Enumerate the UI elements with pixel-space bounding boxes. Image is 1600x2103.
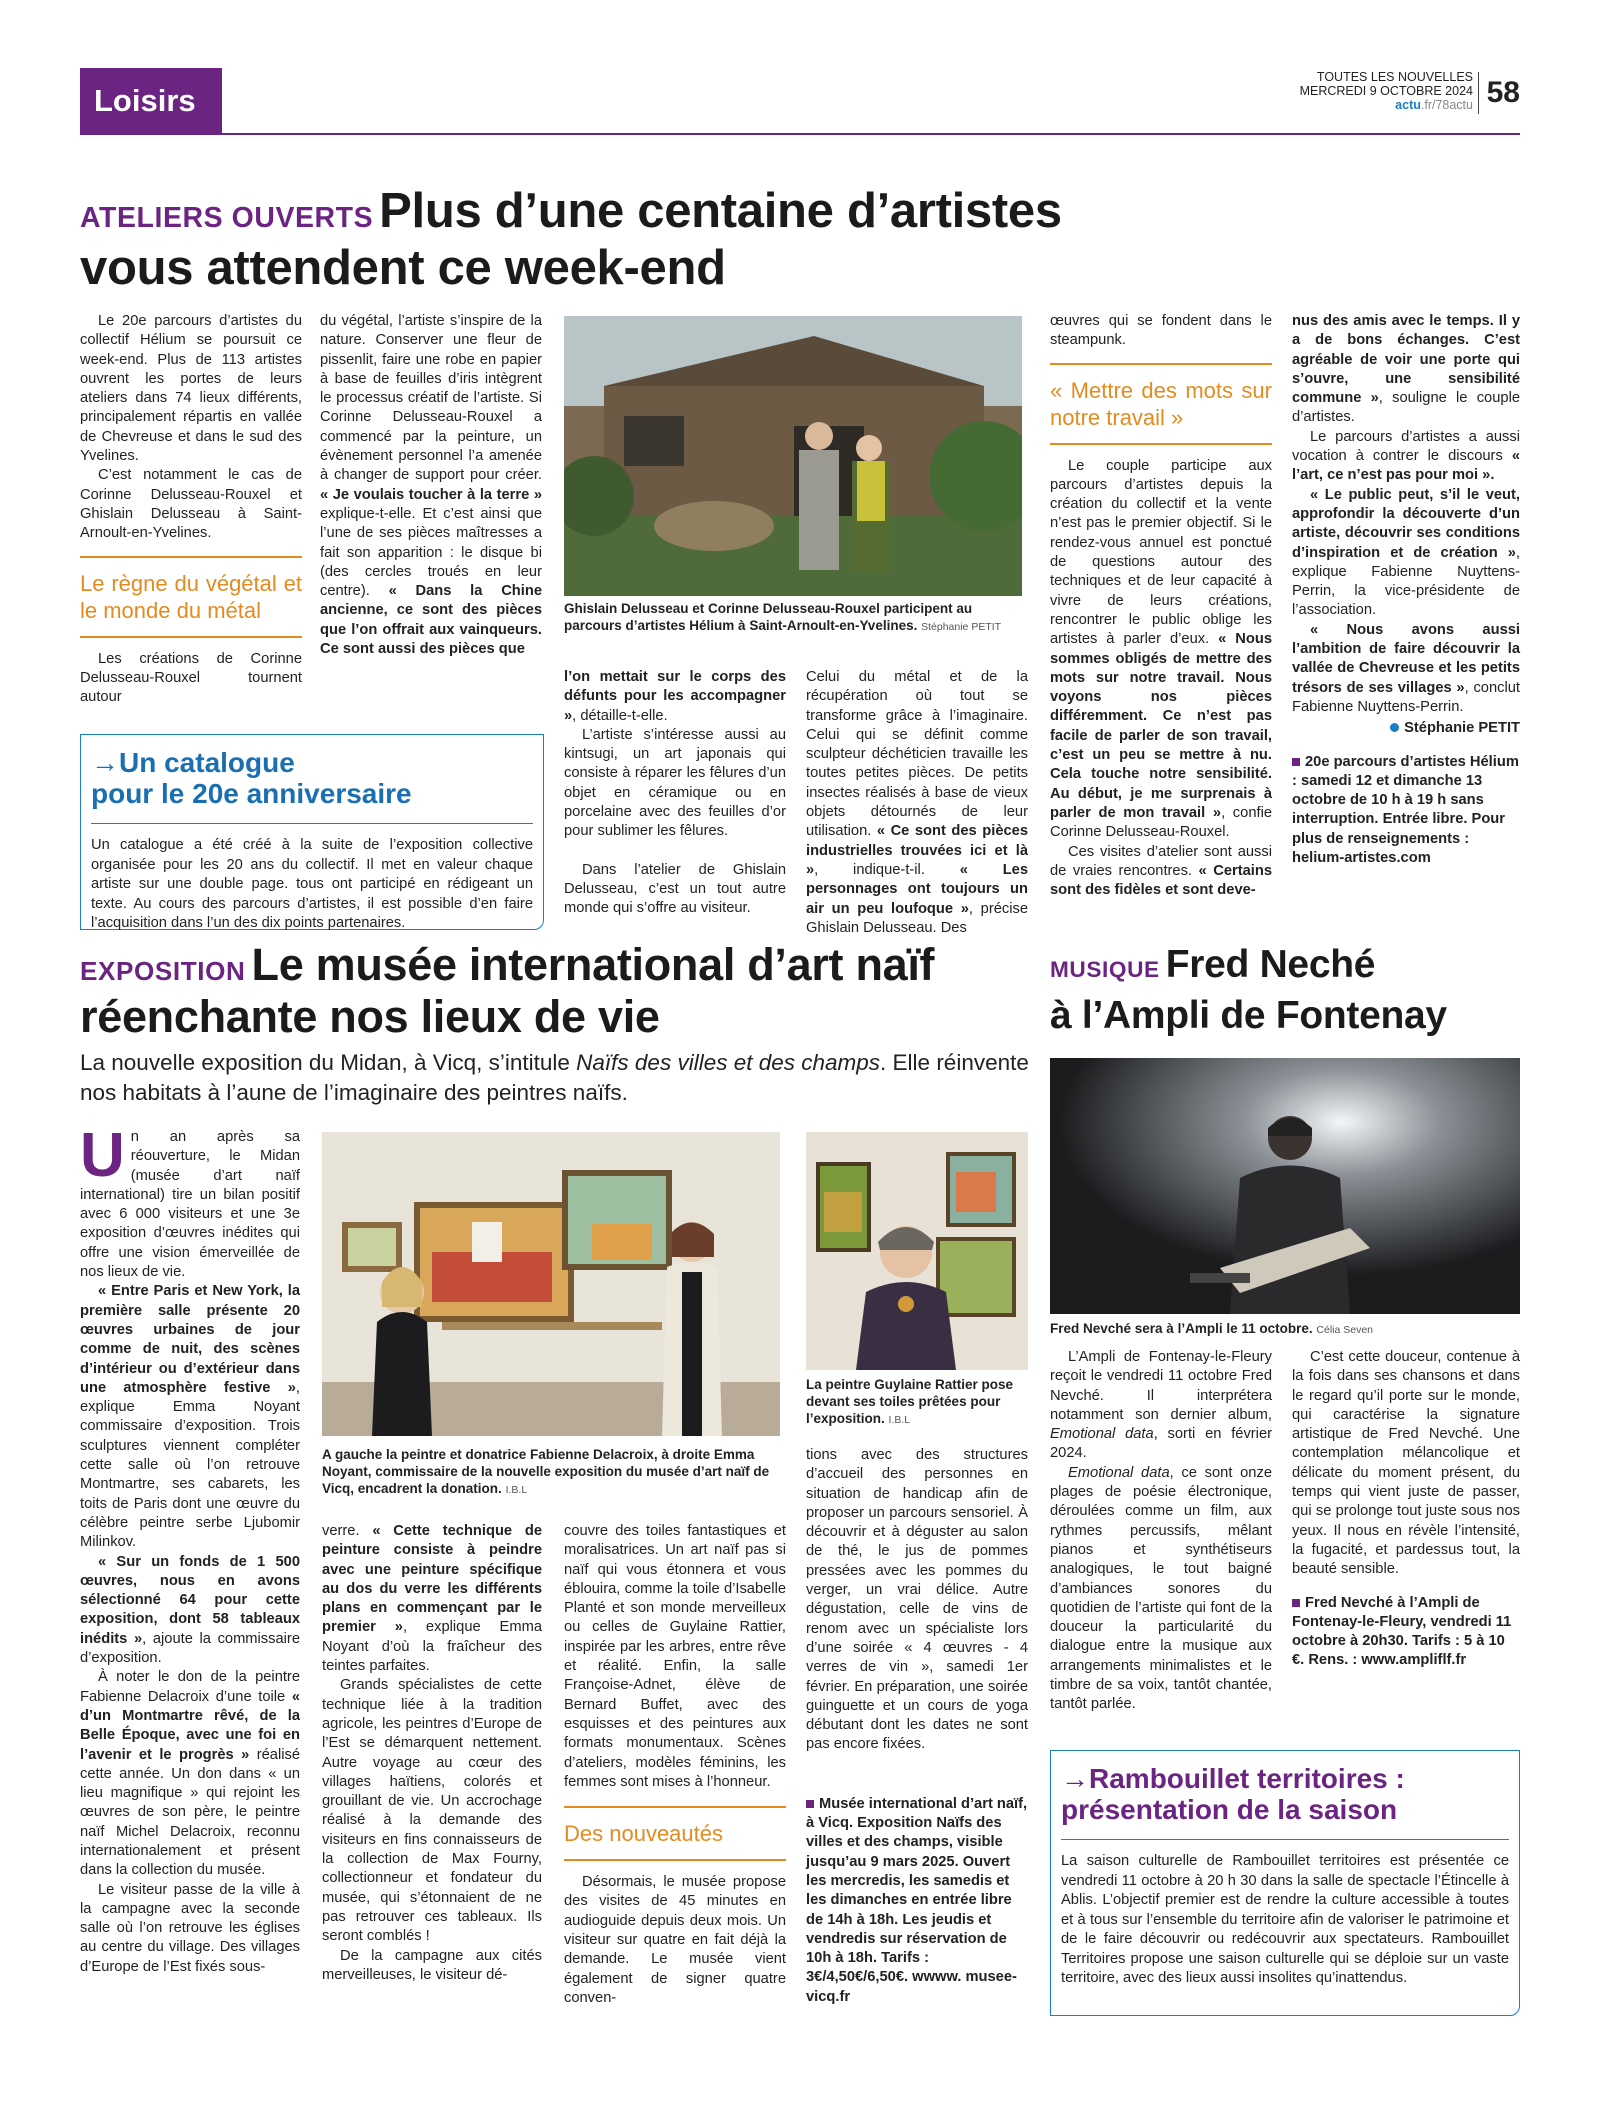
standfirst-text: . Elle réinvente nos habitats à l’aune de l’imaginaire des peintres naïfs. — [80, 1050, 1029, 1105]
quote: « l’art, ce n’est pas pour moi ». — [1292, 448, 1520, 484]
text: , ajoute la commissaire d’exposition. — [80, 1630, 300, 1667]
quote: « Nous sommes obligés de mettre des mots sur notre travail. Nous voyons nos pièces différemment. Ce n’est pas facile de parler de son travail, c’est un peu se mettre à nu. Cela touche notre sensibilité. Au début, je me surprenais à parler de mon travail » — [1050, 631, 1272, 821]
paragraph: C’est notamment le cas de Corinne Delusseau-Rouxel et Ghislain Delusseau à Saint-Arnoult-en-Yvelines. — [80, 467, 302, 542]
caption-text: Ghislain Delusseau et Corinne Delusseau-Rouxel participent au parcours d’artistes Hélium à Saint-Arnoult-en-Yvelines. — [564, 601, 973, 633]
masthead — [1300, 70, 1473, 112]
caption-text: Fred Nevché sera à l’Ampli le 11 octobre. — [1050, 1321, 1313, 1336]
photo-credit: I.B.L — [505, 1484, 528, 1496]
paragraph: Le visiteur passe de la ville à la campagne avec la seconde salle où l’on retrouve les églises au centre du village. Des villages d’Europe de l’Est fixés sous- — [80, 1881, 300, 1975]
arrow-icon: → — [91, 747, 119, 778]
section-tab-loisirs: Loisirs — [80, 68, 222, 134]
album-title: Emotional data — [1050, 1426, 1154, 1443]
text: n an après sa réouverture, le Midan (musée d’art naïf international) tire un bilan positif avec 6 000 visiteurs et une 3e exposition d’œuvres inédites qui offre une vision émerveillée de nos lieux de vie. — [80, 1129, 300, 1281]
photo-guylaine-rattier — [806, 1132, 1028, 1370]
text: , explique Emma Noyant d’où la fraîcheur des teintes parfaites. — [322, 1619, 542, 1675]
article2-column-2 — [322, 1522, 542, 1985]
quote: l’on mettait sur le corps des défunts pour les accompagner » — [564, 669, 786, 724]
paragraph: L’artiste s’intéresse aussi au kintsugi, un art japonais qui consiste à réparer les fêlures d’un objet en céramique ou en porcelaine avec des feuilles d’or pour sublimer les fêlures. — [564, 726, 786, 840]
text: , sorti en février 2024. — [1050, 1426, 1272, 1462]
box-text: La saison culturelle de Rambouillet territoires est présentée ce vendredi 11 octobre à 20 h 30 dans la salle de spectacle l’Étincelle à Ablis. L’objectif premier est de rendre la culture accessible à toutes et à tous sur l’ensemble du territoire afin de valoriser le patrimoine et de le faire découvrir ou redécouvrir aux spectateurs. Rambouillet Territoires propose une saison culturelle qui se déploie sur un vaste territoire, avec des lieux aussi insolites qu’inattendus. — [1061, 1853, 1509, 1986]
article2-title-line2: réenchante nos lieux de vie — [80, 991, 660, 1042]
article2-column-3 — [564, 1522, 786, 2008]
article1-title-line1: Plus d’une centaine d’artistes — [379, 184, 1062, 238]
photo-caption — [806, 1376, 1028, 1429]
text: , indique-t-il. — [814, 861, 925, 878]
article3-kicker: MUSIQUE — [1050, 957, 1160, 982]
photo-credit: I.B.L — [888, 1414, 911, 1426]
text: Le couple participe aux parcours d’artistes depuis la création du collectif et la vente n’est pas le premier objectif. Si le rendez-vous annuel est ponctué de questions autour des techniques et de leur capacité à vivre de leurs créations, rencontrer le public oblige les artistes à parler d’eux. — [1050, 457, 1272, 648]
text: explique-t-elle. Et c’est ainsi que l’une de ses pièces maîtresses a fait son apparition : le disque bi (des cercles troués en leur centre). — [320, 505, 542, 600]
photo-painter-and-curator — [322, 1132, 780, 1436]
quote: « Dans la Chine ancienne, ce sont des pièces que l’on offrait aux vainqueurs. Ce sont aussi des pièces que — [320, 583, 542, 658]
photo-caption — [1050, 1320, 1520, 1339]
author-byline — [1292, 719, 1520, 738]
practical-info — [806, 1795, 1028, 2007]
paragraph: Les créations de Corinne Delusseau-Rouxel tournent autour — [80, 650, 302, 706]
quote: « d’un Montmartre rêvé, de la Belle Époque, avec une foi en l’avenir et le progrès » — [80, 1688, 300, 1763]
article2-column-4 — [806, 1446, 1028, 2007]
bullet-icon — [1390, 723, 1399, 732]
article1-column-1 — [80, 312, 302, 707]
paragraph: De la campagne aux cités merveilleuses, le visiteur dé- — [322, 1947, 542, 1983]
practical-info — [1292, 1594, 1520, 1671]
paragraph: Le 20e parcours d’artistes du collectif Hélium se poursuit ce week-end. Plus de 113 artistes ouvrent les portes de leurs ateliers dans 74 lieux différents, principalement répartis en vallée de Chevreuse et dans le sud des Yvelines. — [80, 313, 302, 465]
photo-credit: Stéphanie PETIT — [921, 621, 1002, 633]
article1-column-2 — [320, 312, 542, 712]
photo-caption — [564, 600, 1022, 636]
article3-column-2 — [1292, 1348, 1520, 1671]
article2-standfirst — [80, 1048, 1040, 1108]
quote: « Nous avons aussi l’ambition de faire découvrir la vallée de Chevreuse et les petits trésors de ses villages » — [1292, 621, 1520, 696]
caption-text: A gauche la peintre et donatrice Fabienne Delacroix, à droite Emma Noyant, commissaire de la nouvelle exposition du musée d’art naïf de Vicq, encadrent la donation. — [322, 1447, 770, 1496]
quote: « Le public peut, s’il le veut, approfondir la découverte d’un artiste, découvrir ses conditions d’inspiration et de création » — [1292, 486, 1520, 561]
box-title-line2: pour le 20e anniversaire — [91, 778, 412, 809]
quote: « Cette technique de peinture consiste à peindre avec une peinture spécifique au dos du verre les différents plans en commençant par le premier » — [322, 1523, 542, 1636]
photo-fred-nevche — [1050, 1058, 1520, 1314]
article2-column-1 — [80, 1121, 300, 1977]
page-number: 58 — [1478, 72, 1520, 114]
quote: « Je voulais toucher à la terre » — [320, 486, 542, 503]
text: , explique Fabienne Nuyttens-Perrin, la vice-présidente de l’association. — [1292, 544, 1520, 619]
article1-title-line2: vous attendent ce week-end — [80, 241, 726, 295]
article2-headline — [80, 939, 1040, 1042]
paragraph: Grands spécialistes de cette technique liée à la tradition agricole, les peintres d’Europe de l’Est se démarquent nettement. Autre voyage au cœur des villages haïtiens, colorés et grouillant de vie. Un accrochage réalisé à la demande des visiteurs en fins connaisseurs de la collection de Max Fourny, collectionneur et fondateur du musée, qui s’étonnaient de ne pas retrouver ces tableaux. Ils seront comblés ! — [322, 1677, 542, 1945]
square-bullet-icon — [1292, 1599, 1300, 1607]
box-catalogue — [80, 734, 544, 930]
square-bullet-icon — [806, 1800, 814, 1808]
publication-name: TOUTES LES NOUVELLES — [1316, 70, 1473, 84]
box-title-line2: présentation de la saison — [1061, 1794, 1398, 1825]
quote: « Ce sont des pièces industrielles trouvées ici et là » — [806, 823, 1028, 878]
photo-caption — [322, 1446, 780, 1499]
text: verre. — [322, 1523, 360, 1539]
text: , ce sont onze plages de poésie électronique, déroulées comme un film, aux rythmes percussifs, mêlant pianos et synthétiseurs analogiques, le tout baigné d’ambiances sonores du quotidien de l’artiste qui font de la douceur la particularité du dialogue entre la musique aux arrangements minimalistes et le timbre de sa voix, tantôt chantée, tantôt parlée. — [1050, 1464, 1272, 1713]
text: Le parcours d’artistes a aussi vocation à contrer le discours — [1292, 428, 1520, 465]
text: , confie Corinne Delusseau-Rouxel. — [1050, 804, 1272, 841]
info-text: Musée international d’art naïf, à Vicq. Exposition Naïfs des villes et des champs, visible jusqu’au 9 mars 2025. Ouvert les mercredis, les samedis et les dimanches en entrée libre de 14h à 18h. Les jeudis et vendredis sur réservation de 10h à 18h. Tarifs : 3€/4,50€/6,50€. wwww. musee-vicq.fr — [806, 1795, 1028, 2005]
article1-column-6 — [1292, 312, 1520, 868]
article2-title-line1: Le musée international d’art naïf — [251, 939, 935, 990]
intertitle: « Mettre des mots sur notre travail » — [1050, 363, 1272, 445]
site-main: actu — [1395, 98, 1421, 112]
text: du végétal, l’artiste s’inspire de la nature. Conserver une fleur de pissenlit, faire une robe en papier à base de feuilles d’iris intègrent le processus créatif de l’artiste. Si Corinne Delusseau-Rouxel a commencé par la peinture, un évènement personnel l’a amenée à changer de support pour créer. — [320, 313, 542, 484]
intertitle: Le règne du végétal et le monde du métal — [80, 556, 302, 638]
box-title — [1061, 1763, 1509, 1840]
quote: « Sur un fonds de 1 500 œuvres, nous en avons sélectionné 64 pour cette exposition, dont 58 tableaux inédits » — [80, 1553, 300, 1647]
article3-title-line1: Fred Neché — [1165, 943, 1376, 986]
paragraph: tions avec des structures d’accueil des personnes en situation de handicap afin de proposer un parcours sensoriel. À découvrir et à déguster au salon de thé, le jus de pommes pressées avec les pommes du verger, un vrai délice. Autre dégustation, celle de vins de renom avec un spécialiste lors d’une soirée « 4 œuvres - 4 verres de vin », samedi 1er février. En préparation, une soirée guinguette et un cours de yoga débutant dont les dates ne sont pas encore fixées. — [806, 1447, 1028, 1753]
photo-credit: Célia Seven — [1316, 1324, 1374, 1336]
drop-cap: U — [80, 1121, 125, 1190]
article1-column-5 — [1050, 312, 1272, 900]
header-rule — [80, 133, 1520, 135]
text: réalisé cette année. Un don dans « un lieu magnifique » qui rejoint les œuvres de son père, le peintre naïf Michel Delacroix, reconnu internationalement et présent dans la collection du musée. — [80, 1746, 300, 1879]
text: , détaille-t-elle. — [572, 707, 668, 724]
caption-text: La peintre Guylaine Rattier pose devant ses toiles prêtées pour l’exposition. — [806, 1377, 1014, 1426]
paragraph: Désormais, le musée propose des visites de 45 minutes en audioguide depuis deux mois. Un visiteur sur quatre en fait déjà la demande. Le musée vient également de signer quatre conven- — [564, 1874, 786, 2006]
site-sub: .fr/78actu — [1420, 98, 1473, 112]
exhibition-title: Naïfs des villes et des champs — [576, 1050, 881, 1075]
photo-artists-couple — [564, 316, 1022, 596]
article1-column-3 — [564, 668, 786, 919]
practical-info — [1292, 753, 1520, 869]
info-text: Fred Nevché à l’Ampli de Fontenay-le-Fleury, vendredi 11 octobre à 20h30. Tarifs : 5 à 10 €. Rens. : www.ampliflf.fr — [1292, 1594, 1512, 1669]
text: L’Ampli de Fontenay-le-Fleury reçoit le vendredi 11 octobre Fred Nevché. Il interprétera notamment son dernier album, — [1050, 1349, 1272, 1423]
paragraph: couvre des toiles fantastiques et moralisatrices. Un art naïf pas si naïf qui vous étonnera et vous éblouira, comme la toile d’Isabelle Planté et son monde merveilleux ou celles de Guylaine Rattier, inspirée par les arbres, entre rêve et réalité. Enfin, la salle Françoise-Adnet, élève de Bernard Buffet, avec des esquisses et des peintures aux formats monumentaux. Scènes d’ateliers, modèles féminins, les femmes sont mises à l’honneur. — [564, 1523, 786, 1790]
article3-column-1 — [1050, 1348, 1272, 1715]
square-bullet-icon — [1292, 758, 1300, 766]
box-title — [91, 747, 533, 824]
album-title: Emotional data — [1068, 1464, 1170, 1481]
paragraph: C’est cette douceur, contenue à la fois dans ses chansons et dans le regard qu’il porte sur le monde, qui caractérise la signature artistique de Fred Nevché. Une contemplation mélancolique et délicate du moment présent, du temps qui vient juste de passer, qui se prolonge tout juste sous nos yeux. Il nous en révèle l’intensité, la fugacité, et pardessus tout, la beauté sensible. — [1292, 1349, 1520, 1578]
quote: « Entre Paris et New York, la première salle présente 20 œuvres urbaines de jour comme de nuit, des scènes d’intérieur ou d’extérieur dans une atmosphère festive » — [80, 1283, 300, 1396]
quote: « Les personnages ont toujours un air un peu loufoque » — [806, 861, 1029, 917]
text: Ces visites d’atelier sont aussi de vraies rencontres. — [1050, 843, 1272, 879]
standfirst-text: La nouvelle exposition du Midan, à Vicq, s’intitule — [80, 1050, 577, 1075]
text: , précise Ghislain Delusseau. Des — [806, 900, 1028, 936]
text: À noter le don de la peintre Fabienne Delacroix d’une toile — [80, 1669, 300, 1705]
article1-headline — [80, 186, 1180, 293]
info-text: 20e parcours d’artistes Hélium : samedi 12 et dimanche 13 octobre de 10 h à 19 h sans interruption. Entrée libre. Pour plus de renseignements : helium-artistes.com — [1292, 753, 1519, 867]
text: Celui du métal et de la récupération où tout se transforme grâce à l’imaginaire. Celui qui se définit comme sculpteur déchéticien travaille les toutes petites pièces. De petits insectes réalisés à base de vieux objets détournés de leur utilisation. — [806, 669, 1028, 840]
website-link[interactable] — [1300, 98, 1473, 112]
author-name: Stéphanie PETIT — [1404, 720, 1520, 737]
box-text: Un catalogue a été créé à la suite de l’exposition collective organisée pour les 20 ans du collectif. Il met en valeur chaque artiste sur une double page. tous ont participé en rédigeant un texte. Au cours des parcours d’artistes, il est possible d’en faire l’acquisition dans l’un des dix points partenaires. — [91, 837, 533, 931]
text: , souligne le couple d’artistes. — [1292, 390, 1520, 426]
article3-title-line2: à l’Ampli de Fontenay — [1050, 994, 1447, 1037]
text: , explique Emma Noyant commissaire d’exposition. Trois sculptures viennent compléter cette salle où l’on retrouve Montmartre, ses cabarets, les toits de Paris dont une œuvre du célèbre peintre serbe Ljubomir Milinkov. — [80, 1379, 300, 1551]
quote: « Certains sont des fidèles et sont deve- — [1050, 862, 1272, 899]
quote: nus des amis avec le temps. Il y a de bons échanges. C’est agréable de voir une porte qui s’ouvre, une sensibilité commune » — [1292, 313, 1520, 407]
box-title-line1: Un catalogue — [119, 747, 295, 778]
intertitle: Des nouveautés — [564, 1806, 786, 1861]
issue-date: MERCREDI 9 OCTOBRE 2024 — [1299, 84, 1473, 98]
box-title-line1: Rambouillet territoires : — [1089, 1763, 1405, 1794]
paragraph: Dans l’atelier de Ghislain Delusseau, c’est un tout autre monde qui s’offre au visiteur. — [564, 861, 786, 917]
box-rambouillet — [1050, 1750, 1520, 2016]
paragraph: œuvres qui se fondent dans le steampunk. — [1050, 313, 1272, 349]
article1-column-4 — [806, 668, 1028, 938]
text: , conclut Fabienne Nuyttens-Perrin. — [1292, 679, 1521, 715]
article1-kicker: ATELIERS OUVERTS — [80, 202, 374, 234]
arrow-icon: → — [1061, 1763, 1089, 1794]
article3-headline — [1050, 942, 1530, 1039]
article2-kicker: EXPOSITION — [80, 956, 246, 986]
